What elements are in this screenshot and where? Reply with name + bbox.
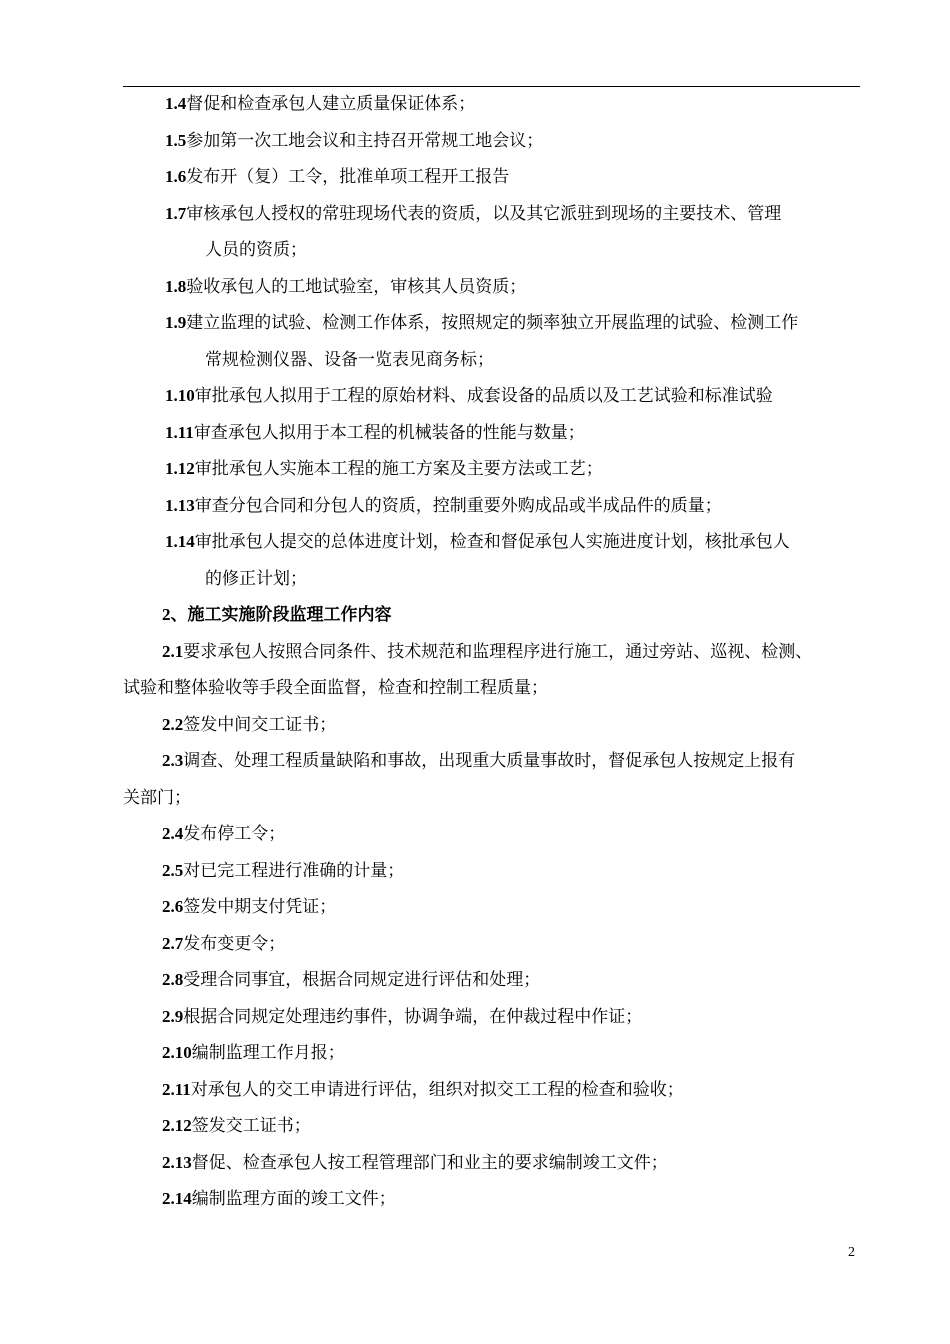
item-text-continuation: 试验和整体验收等手段全面监督，检查和控制工程质量； bbox=[123, 678, 548, 697]
item-text-continuation: 的修正计划； bbox=[205, 568, 307, 588]
list-item bbox=[0, 524, 950, 597]
item-number: 2.10 bbox=[162, 1043, 192, 1062]
section-1-list bbox=[0, 86, 950, 597]
item-number: 1.14 bbox=[165, 532, 195, 551]
item-number: 2.4 bbox=[162, 824, 184, 843]
list-item bbox=[0, 159, 950, 196]
item-text: 受理合同事宜，根据合同规定进行评估和处理； bbox=[183, 970, 541, 989]
item-text: 调查、处理工程质量缺陷和事故，出现重大质量事故时，督促承包人按规定上报有 bbox=[183, 751, 796, 770]
item-number: 1.7 bbox=[165, 203, 187, 223]
section-2-title: 2、施工实施阶段监理工作内容 bbox=[162, 605, 392, 624]
list-item bbox=[0, 1035, 950, 1072]
list-item bbox=[0, 1145, 950, 1182]
item-text: 审批承包人拟用于工程的原始材料、成套设备的品质以及工艺试验和标准试验 bbox=[194, 386, 773, 405]
item-text: 发布停工令； bbox=[183, 824, 286, 843]
list-item bbox=[0, 926, 950, 963]
item-text: 签发中期支付凭证； bbox=[183, 897, 337, 916]
section-2-list bbox=[0, 634, 950, 1218]
item-text-continuation: 常规检测仪器、设备一览表见商务标； bbox=[205, 349, 494, 369]
list-item bbox=[0, 305, 950, 378]
list-item bbox=[0, 889, 950, 926]
item-text: 要求承包人按照合同条件、技术规范和监理程序进行施工，通过旁站、巡视、检测、 bbox=[183, 641, 813, 661]
item-number: 1.13 bbox=[165, 495, 195, 515]
item-number: 1.9 bbox=[165, 313, 187, 332]
item-text: 验收承包人的工地试验室，审核其人员资质； bbox=[186, 276, 527, 296]
item-number: 1.5 bbox=[165, 130, 187, 150]
item-text: 审查承包人拟用于本工程的机械装备的性能与数量； bbox=[193, 422, 585, 442]
item-text: 编制监理方面的竣工文件； bbox=[191, 1189, 396, 1208]
list-item bbox=[0, 634, 950, 707]
item-text-continuation: 关部门； bbox=[123, 787, 191, 807]
item-number: 2.14 bbox=[162, 1189, 192, 1208]
item-number: 2.2 bbox=[162, 714, 184, 734]
item-number: 2.5 bbox=[162, 860, 184, 880]
item-text: 编制监理工作月报； bbox=[191, 1043, 345, 1062]
item-text: 建立监理的试验、检测工作体系，按照规定的频率独立开展监理的试验、检测工作 bbox=[186, 313, 799, 332]
list-item bbox=[0, 123, 950, 160]
page-number: 2 bbox=[848, 1245, 855, 1260]
item-number: 2.8 bbox=[162, 970, 184, 989]
item-number: 2.6 bbox=[162, 897, 184, 916]
item-number: 1.6 bbox=[165, 167, 187, 186]
item-text: 审核承包人授权的常驻现场代表的资质，以及其它派驻到现场的主要技术、管理 bbox=[186, 203, 782, 223]
item-number: 1.12 bbox=[165, 459, 195, 478]
list-item bbox=[0, 707, 950, 744]
item-number: 2.9 bbox=[162, 1006, 184, 1026]
list-item bbox=[0, 378, 950, 415]
item-number: 1.4 bbox=[165, 94, 187, 113]
list-item bbox=[0, 415, 950, 452]
list-item bbox=[0, 999, 950, 1036]
item-text: 发布变更令； bbox=[183, 933, 286, 953]
item-text: 对承包人的交工申请进行评估，组织对拟交工工程的检查和验收； bbox=[190, 1079, 684, 1099]
list-item bbox=[0, 962, 950, 999]
item-number: 2.11 bbox=[162, 1079, 191, 1099]
item-text: 参加第一次工地会议和主持召开常规工地会议； bbox=[186, 130, 544, 150]
item-number: 1.11 bbox=[165, 422, 194, 442]
item-text: 审批承包人实施本工程的施工方案及主要方法或工艺； bbox=[194, 459, 603, 478]
page-content bbox=[0, 86, 950, 1218]
item-text: 督促、检查承包人按工程管理部门和业主的要求编制竣工文件； bbox=[191, 1152, 668, 1172]
item-number: 2.7 bbox=[162, 933, 184, 953]
item-text: 对已完工程进行准确的计量； bbox=[183, 860, 405, 880]
item-text: 发布开（复）工令，批准单项工程开工报告 bbox=[186, 167, 510, 186]
list-item bbox=[0, 853, 950, 890]
item-number: 1.8 bbox=[165, 276, 187, 296]
list-item bbox=[0, 816, 950, 853]
item-number: 2.13 bbox=[162, 1152, 192, 1172]
list-item bbox=[0, 269, 950, 306]
item-number: 2.3 bbox=[162, 751, 184, 770]
item-number: 2.1 bbox=[162, 641, 184, 661]
item-text: 签发中间交工证书； bbox=[183, 714, 337, 734]
list-item bbox=[0, 196, 950, 269]
list-item bbox=[0, 488, 950, 525]
list-item bbox=[0, 86, 950, 123]
item-text: 根据合同规定处理违约事件，协调争端，在仲裁过程中作证； bbox=[183, 1006, 643, 1026]
list-item bbox=[0, 1072, 950, 1109]
item-text: 审查分包合同和分包人的资质，控制重要外购成品或半成品件的质量； bbox=[194, 495, 722, 515]
item-text: 督促和检查承包人建立质量保证体系； bbox=[186, 94, 476, 113]
item-number: 1.10 bbox=[165, 386, 195, 405]
item-text-continuation: 人员的资质； bbox=[205, 240, 307, 259]
list-item bbox=[0, 1181, 950, 1218]
item-text: 签发交工证书； bbox=[191, 1116, 311, 1135]
item-text: 审批承包人提交的总体进度计划，检查和督促承包人实施进度计划，核批承包人 bbox=[194, 532, 790, 551]
list-item bbox=[0, 451, 950, 488]
list-item bbox=[0, 1108, 950, 1145]
item-number: 2.12 bbox=[162, 1116, 192, 1135]
list-item bbox=[0, 743, 950, 816]
